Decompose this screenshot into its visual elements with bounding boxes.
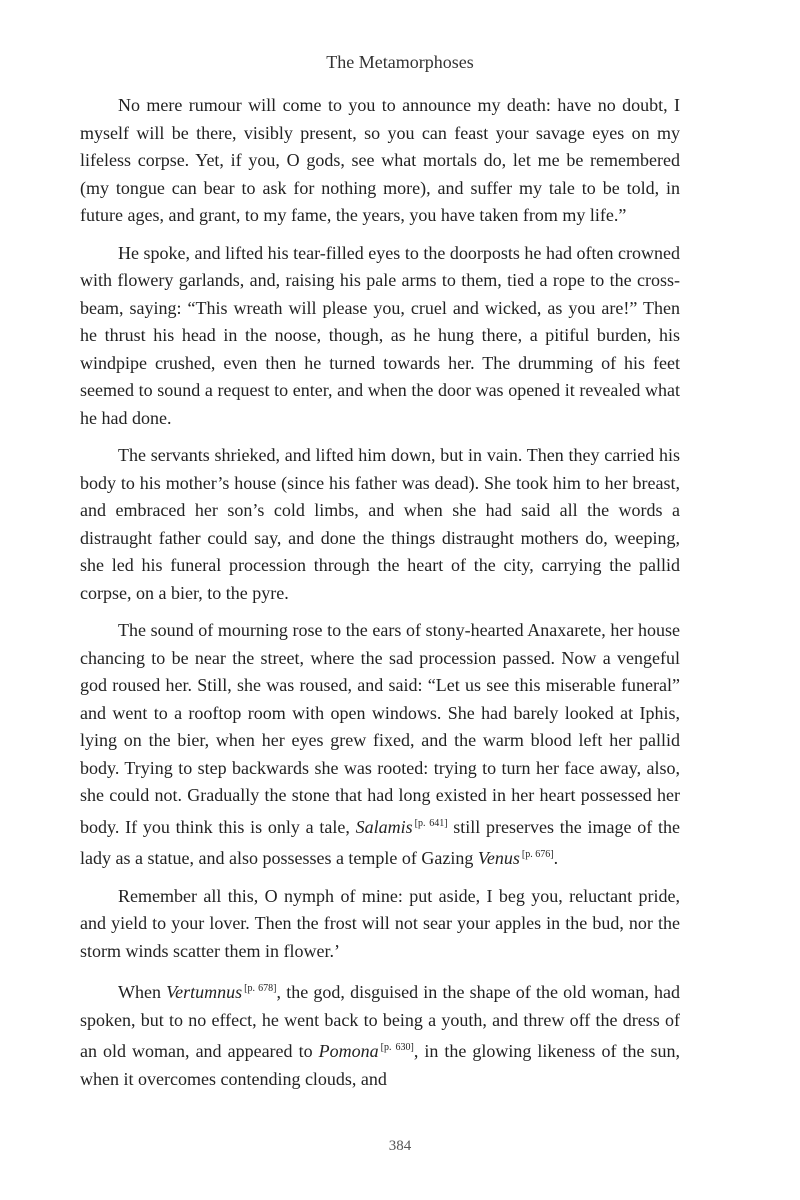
body-text [80, 92, 680, 1103]
paragraph-6-text-c: , in the glowing likeness of the sun, when it overcomes contending clouds, and [80, 1041, 680, 1089]
venus-page-ref[interactable]: [p. 676] [521, 849, 554, 860]
running-head: The Metamorphoses [326, 52, 474, 72]
paragraph-4-text-b: still preserves the image of the lady as a statue, and also possesses a temple of Gazing [80, 816, 680, 868]
pomona-link[interactable]: Pomona [318, 1041, 379, 1061]
vertumnus-page-ref[interactable]: [p. 678] [244, 983, 277, 994]
paragraph-3: The servants shrieked, and lifted him down, but in vain. Then they carried his body to his mother’s house (since his father was dead). She took him to her breast, and embraced her son’s cold limbs, and when she had said all the words a distraught father could say, and done the things distraught mothers do, weeping, she led his funeral procession through the heart of the city, carrying the pallid corpse, on a bier, to the pyre. [80, 445, 680, 603]
venus-link[interactable]: Venus [477, 848, 520, 868]
paragraph-4-text-c: . [553, 848, 559, 868]
paragraph-4-text-a: The sound of mourning rose to the ears of stony-hearted Anaxarete, her house chancing to be near the street, where the sad procession passed. Now a vengeful god roused her. Still, she was roused, and said: “Let us see this miserable funeral” and went to a rooftop room with open windows. She had barely looked at Iphis, lying on the bier, when her eyes grew fixed, and the warm blood left her pallid body. Trying to step backwards she was rooted: trying to turn her face away, also, she could not. Gradually the stone that had long existed in her heart possessed her body. If you think this is only a tale, [80, 620, 680, 837]
paragraph-4 [80, 617, 680, 873]
salamis-link[interactable]: Salamis [355, 816, 413, 837]
pomona-page-ref[interactable]: [p. 630] [380, 1042, 414, 1053]
page-number: 384 [388, 1138, 412, 1154]
paragraph-5: Remember all this, O nymph of mine: put aside, I beg you, reluctant pride, and yield to your lover. Then the frost will not sear your apples in the bud, nor the storm winds scatter them in flower.’ [80, 885, 680, 961]
paragraph-6-text-a: When [118, 982, 167, 1002]
paragraph-2: He spoke, and lifted his tear-filled eyes to the doorposts he had often crowned with flowery garlands, and, raising his pale arms to them, tied a rope to the cross-beam, saying: “This wreath will please you, cruel and wicked, as you are!” Then he thrust his head in the noose, though, as he hung there, a pitiful burden, his windpipe crushed, even then he turned towards her. The drumming of his feet seemed to sound a request to enter, and when the door was opened it revealed what he had done. [80, 242, 680, 428]
vertumnus-link[interactable]: Vertumnus [166, 982, 243, 1002]
paragraph-6 [80, 975, 680, 1093]
salamis-page-ref[interactable]: [p. 641] [414, 817, 448, 829]
paragraph-1: No mere rumour will come to you to announce my death: have no doubt, I myself will be there, visibly present, so you can feast your savage eyes on my lifeless corpse. Yet, if you, O gods, see what mortals do, let me be remembered (my tongue can bear to ask for nothing more), and suffer my tale to be told, in future ages, and grant, to my fame, the years, you have taken from my life.” [80, 95, 680, 225]
paragraph-6-text-b: , the god, disguised in the shape of the old woman, had spoken, but to no effect, he went back to being a youth, and threw off the dress of an old woman, and appeared to [80, 982, 680, 1061]
